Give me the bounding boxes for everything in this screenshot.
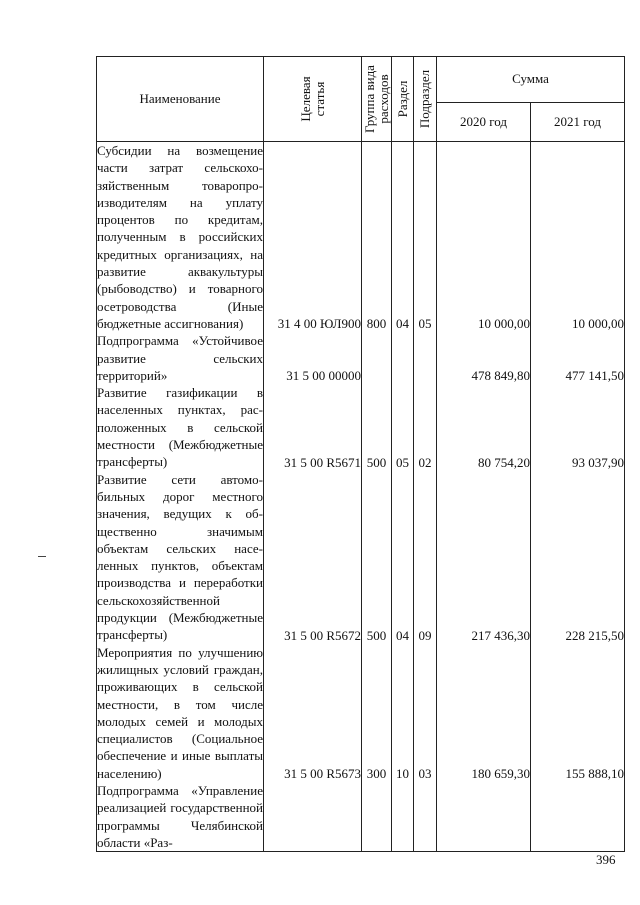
- table-row: [97, 782, 625, 852]
- row-sum-2020: [437, 782, 531, 852]
- header-subsection-label: Подраздел: [417, 69, 432, 129]
- row-sum-2021: 155 888,10: [531, 644, 625, 782]
- row-sum-2021: 10 000,00: [531, 142, 625, 333]
- row-target-article: 31 5 00 R5673: [264, 644, 362, 782]
- table-row: [97, 471, 625, 644]
- row-sum-2020: 10 000,00: [437, 142, 531, 333]
- row-subsection: 03: [414, 644, 437, 782]
- row-section: 04: [392, 142, 414, 333]
- row-target-article: 31 5 00 00000: [264, 332, 362, 384]
- header-target-article: [264, 57, 362, 142]
- header-subsection: [414, 57, 437, 142]
- row-target-article: 31 5 00 R5671: [264, 384, 362, 470]
- row-sum-2020: 217 436,30: [437, 471, 531, 644]
- row-sum-2021: 93 037,90: [531, 384, 625, 470]
- row-section: [392, 332, 414, 384]
- header-section-label: Раздел: [394, 80, 410, 118]
- header-section: [392, 57, 414, 142]
- table-row: [97, 644, 625, 782]
- row-sum-2021: 477 141,50: [531, 332, 625, 384]
- table-row: [97, 384, 625, 470]
- header-target-article-label: Целевая статья: [297, 76, 327, 122]
- row-expense-group: [362, 332, 392, 384]
- row-name: Подпрограмма «Устойчивое развитие сельских территорий»: [97, 333, 263, 383]
- row-name: Развитие сети автомобильных дорог местного значения, ведущих к общественно значимым объектам сельских населенных пунктов, объектам производства и переработки сельскохозяйственной продукции (Межбюджетные трансферты): [97, 471, 263, 643]
- row-section: 04: [392, 471, 414, 644]
- row-subsection: 09: [414, 471, 437, 644]
- budget-document: [96, 56, 624, 850]
- row-target-article: 31 4 00 ЮЛ900: [264, 142, 362, 333]
- header-expense-group-label: Группа вида расходов: [361, 65, 391, 133]
- header-year-2021: 2021 год: [531, 102, 625, 141]
- header-year-2020: 2020 год: [437, 102, 531, 141]
- row-section: 05: [392, 384, 414, 470]
- row-sum-2021: [531, 782, 625, 852]
- row-name: Подпрограмма «Управление реализацией государственной программы Челябинской области «Раз-: [97, 782, 263, 850]
- row-name: Мероприятия по улучшению жилищных условий граждан, проживающих в сельской местности, в том числе молодых семей и молодых специалистов (Социальное обеспечение и иные выплаты населению): [97, 644, 263, 781]
- row-sum-2020: 80 754,20: [437, 384, 531, 470]
- row-target-article: 31 5 00 R5672: [264, 471, 362, 644]
- budget-table: [96, 56, 625, 852]
- table-row: [97, 142, 625, 333]
- row-subsection: [414, 782, 437, 852]
- header-name: Наименование: [97, 57, 264, 142]
- row-subsection: 02: [414, 384, 437, 470]
- row-sum-2020: 478 849,80: [437, 332, 531, 384]
- row-expense-group: [362, 782, 392, 852]
- row-expense-group: 500: [362, 384, 392, 470]
- table-row: [97, 332, 625, 384]
- row-subsection: 05: [414, 142, 437, 333]
- row-section: 10: [392, 644, 414, 782]
- row-subsection: [414, 332, 437, 384]
- row-name: Развитие газификации в населенных пунктах, расположенных в сельской местности (Межбюджетные трансферты): [97, 385, 263, 470]
- row-sum-2020: 180 659,30: [437, 644, 531, 782]
- header-sum: Сумма: [437, 57, 625, 103]
- margin-mark: [38, 556, 46, 557]
- row-name: Субсидии на возмещение части затрат сельскохозяйственным товаропроизводителям на уплату процентов по кредитам, полученным в российских кредитных организациях, на развитие аквакультуры (рыбоводство) и товарного осетроводства (Иные бюджетные ассигнования): [97, 143, 263, 331]
- row-expense-group: 300: [362, 644, 392, 782]
- row-sum-2021: 228 215,50: [531, 471, 625, 644]
- row-expense-group: 500: [362, 471, 392, 644]
- header-expense-group: [362, 57, 392, 142]
- row-section: [392, 782, 414, 852]
- row-target-article: [264, 782, 362, 852]
- page-number: 396: [596, 852, 616, 867]
- row-expense-group: 800: [362, 142, 392, 333]
